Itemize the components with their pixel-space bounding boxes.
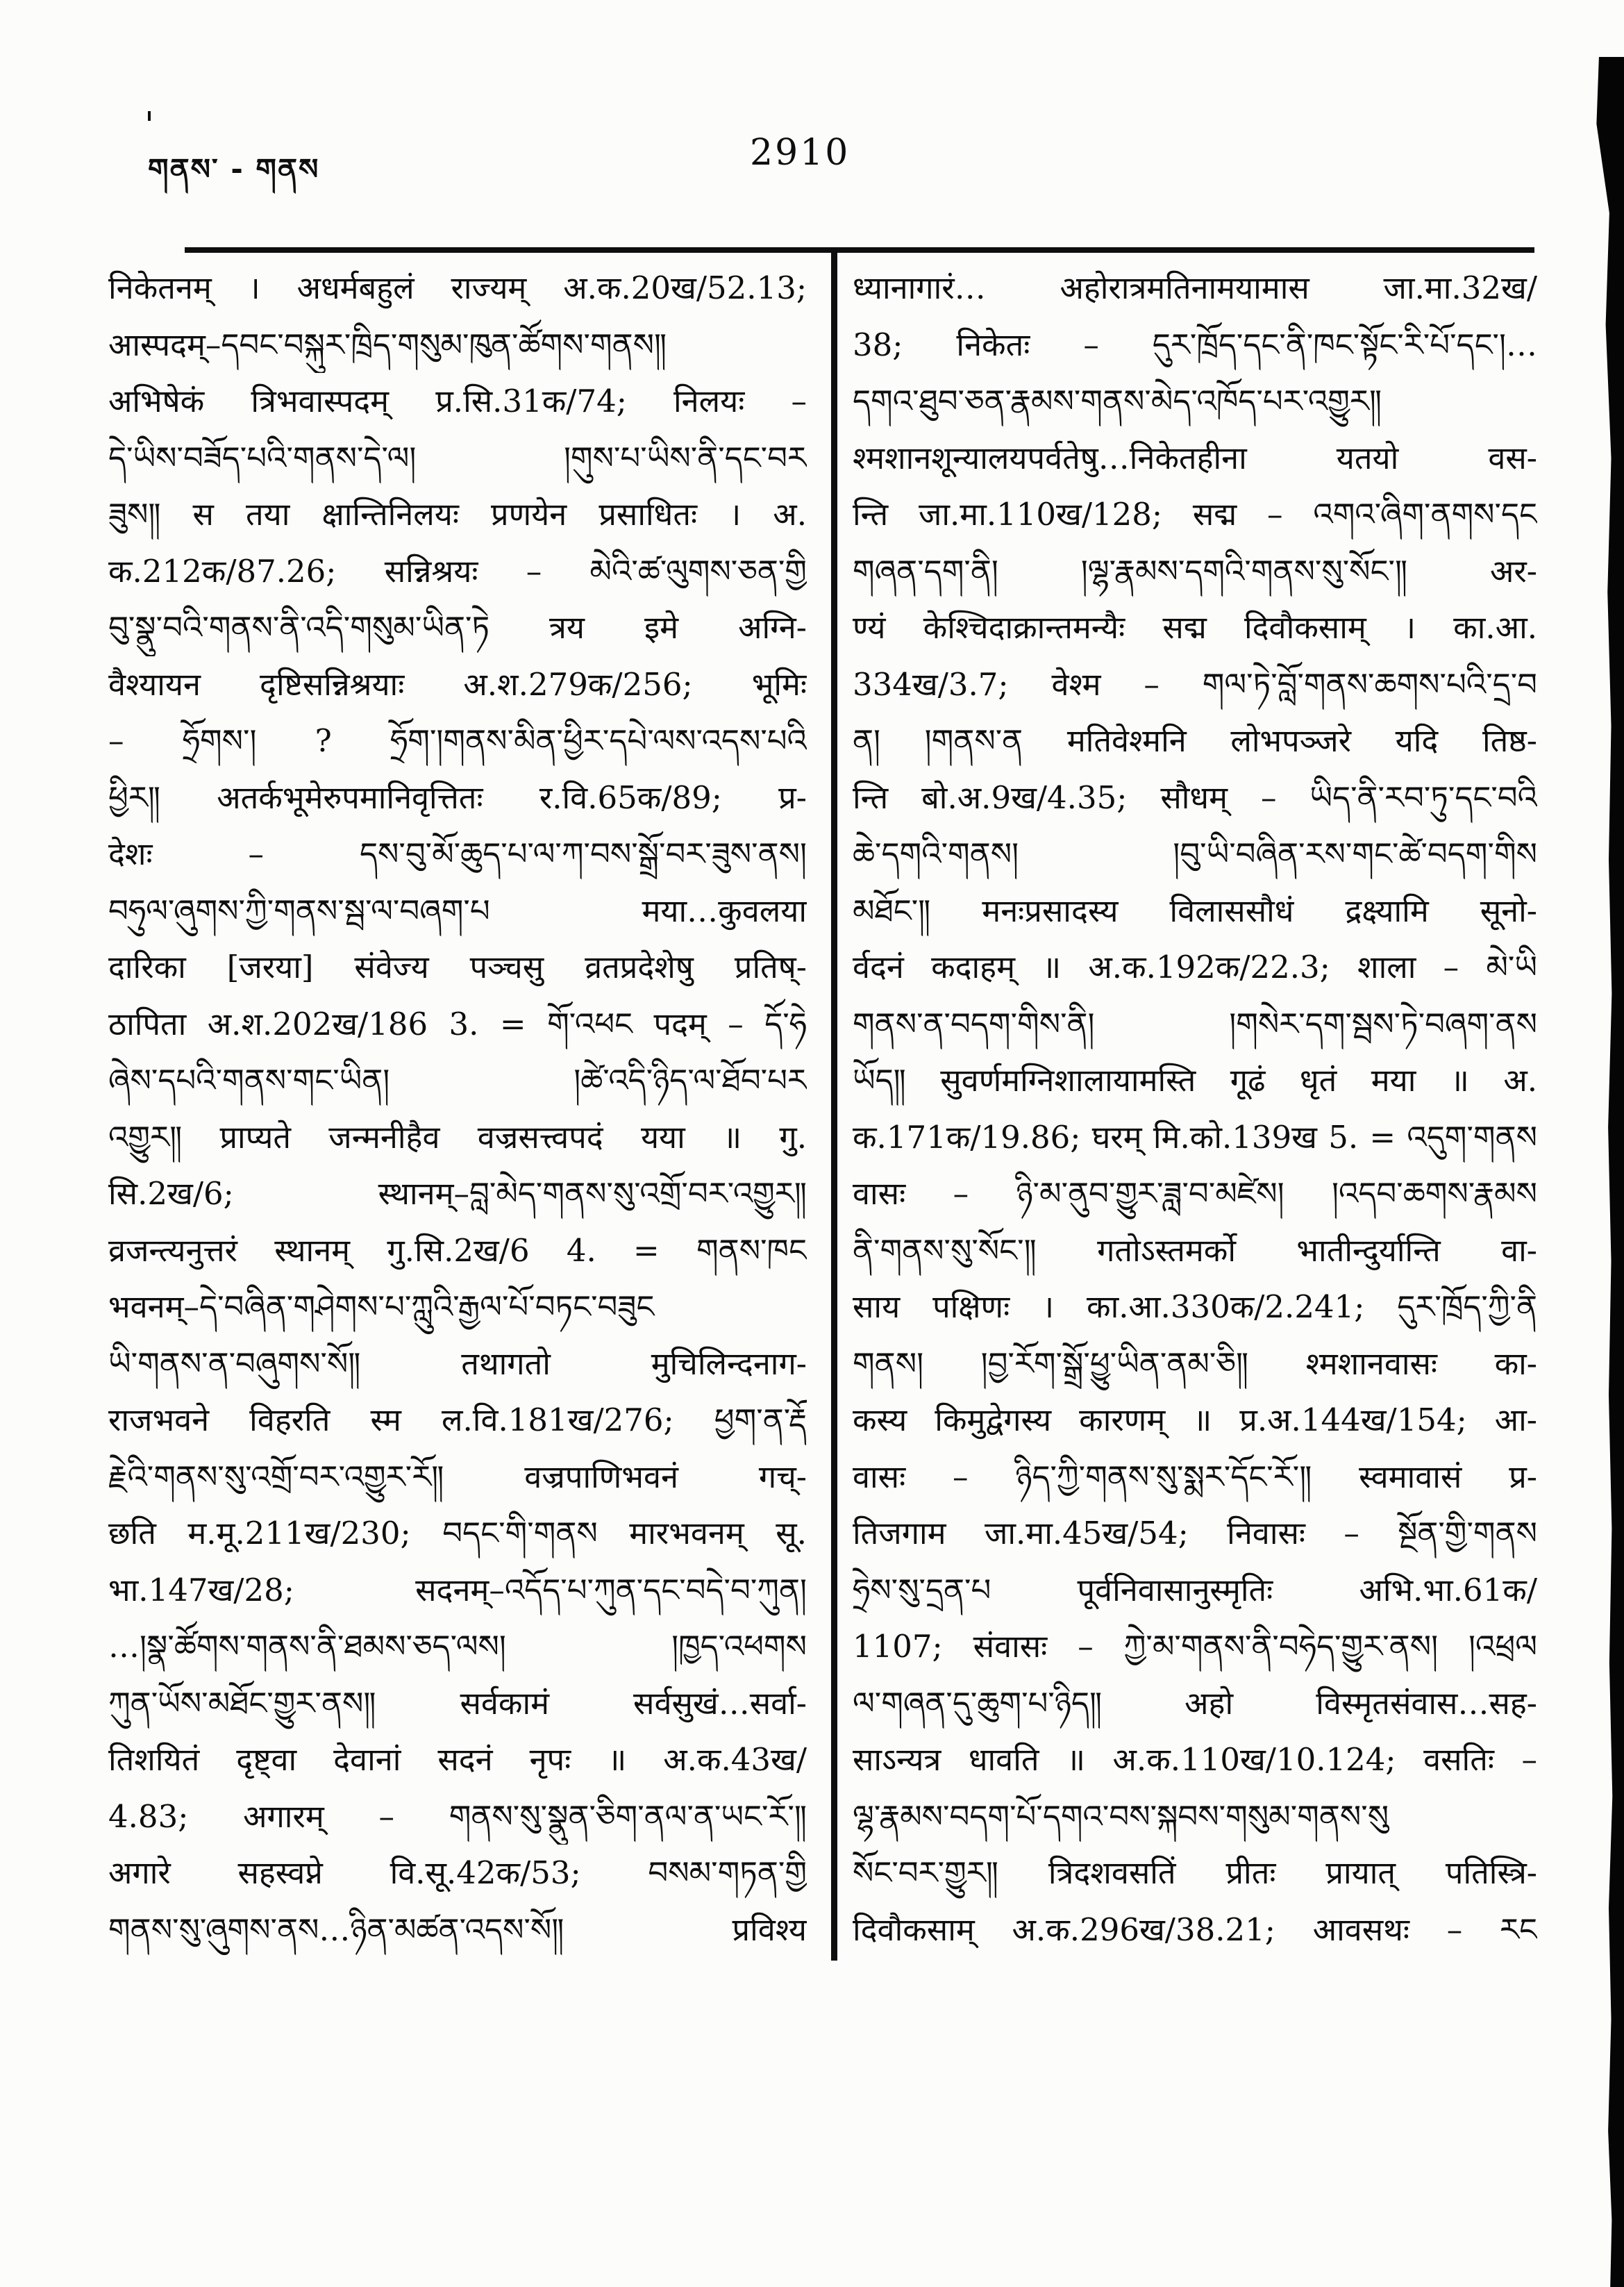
text-line: दिवौकसाम् अ.क.296ख/38.21; आवसथः – རང [853, 1911, 1537, 1948]
text-line: 1107; संवासः – ཀྱེ་མ་གནས་ནི་བཧེད་གྱུར་ནས། །འཕྲལ [853, 1628, 1537, 1665]
stray-ink-mark [148, 111, 151, 121]
text-line: ཡོད༎ सुवर्णमग्निशालायामस्ति गूढं धृतं मया ॥ अ. [853, 1062, 1537, 1099]
text-line: अगारे सहस्वप्ने वि.सू.42क/53; བསམ་གཏན་གྱི [108, 1854, 807, 1891]
text-line: निकेतनम् । अधर्मबहुलं राज्यम् अ.क.20ख/52.13; [108, 269, 807, 306]
text-line: तिशयितं दृष्ट्वा देवानां सदनं नृपः ॥ अ.क.43ख/ [108, 1741, 807, 1778]
text-line: छति म.मू.211ख/230; བདང་གི་གནས मारभवनम् सू. [108, 1515, 807, 1552]
text-line: न्ति बो.अ.9ख/4.35; सौधम् – ཡིད་ནི་རབ་ཏུ་དང་བའི [853, 779, 1537, 816]
text-line: …།སྣ་ཚོགས་གནས་ནི་ཐམས་ཅད་ལས། །ཁྱད་འཕགས [108, 1628, 807, 1665]
text-line: མཐོང་༎ मनःप्रसादस्य विलाससौधं द्रक्ष्यामि सूनो- [853, 892, 1537, 929]
text-line: आस्पदम्–དབང་བསྐུར་ཁྲིད་གསུམ་ཁུན་ཚོགས་གནས༎ [108, 326, 667, 363]
text-line: འགྱུར༎ प्राप्यते जन्मनीहैव वज्रसत्त्वपदं यया ॥ गु. [108, 1118, 807, 1156]
text-line: ण्यं केश्चिदाक्रान्तमन्यैः सद्म दिवौकसाम् । का.आ. [853, 609, 1537, 646]
text-line: གནས་སུ་ཞུགས་ནས…ཉིན་མཚན་འདས་སོ༎ प्रविश्य [108, 1911, 807, 1948]
text-line: कस्य किमुद्वेगस्य कारणम् ॥ प्र.अ.144ख/154; आ- [853, 1402, 1537, 1438]
text-line: क.171क/19.86; घरम् मि.को.139ख 5. = འདུག་གནས [853, 1118, 1537, 1156]
right-column [853, 260, 1537, 1958]
text-line: भवनम्–དེ་བཞིན་གཤེགས་པ་ཀླུའི་རྒྱལ་པོ་བཏང་བཟུང [108, 1288, 655, 1325]
text-line: ཡི་གནས་ན་བཞུགས་སོ༎ तथागतो मुचिलिन्दनाग- [108, 1345, 807, 1382]
text-line: वैश्यायन दृष्टिसन्निश्रयाः अ.श.279क/256; भूमिः [108, 665, 807, 703]
text-line: राजभवने विहरति स्म ल.वि.181ख/276; ཕྱག་ན་རྡོ [108, 1402, 807, 1438]
running-head: གནས་ - གནས [148, 152, 320, 186]
text-line: ལ་གཞན་དུ་ཆུག་པ་ཉིད༎ अहो विस्मृतसंवास…सह- [853, 1684, 1537, 1722]
text-line: དགའ་ཐུབ་ཅན་རྣམས་གནས་མེད་འཁོད་པར་འགྱུར༎ [853, 383, 1382, 419]
text-line: वासः – ཉིད་ཀྱི་གནས་སུ་སྨར་དོང་རོ་༎ स्वमावासं प्र- [853, 1458, 1537, 1495]
text-line: र्वदनं कदाहम् ॥ अ.क.192क/22.3; शाला – མེ་ཡི [853, 949, 1537, 986]
page-number: 2910 [750, 132, 851, 174]
text-line: 334ख/3.7; वेश्म – གལ་ཏེ་བློ་གནས་ཆགས་པའི་དྲ་བ [853, 665, 1537, 703]
text-line: क.212क/87.26; सन्निश्रयः – མེའི་ཚ་ལུགས་ཅན་གྱི [108, 552, 807, 590]
text-line: དེ་ཡིས་བཟོད་པའི་གནས་དེ་ལ། །གུས་པ་ཡིས་ནི་དང་བར [108, 439, 807, 476]
text-line: व्रजन्त्यनुत्तरं स्थानम् गु.सि.2ख/6 4. = གནས་ཁང [108, 1231, 807, 1269]
text-line: ཀུན་ཡོས་མཐོང་གྱུར་ནས༎ सर्वकामं सर्वसुखं…सर्वा- [108, 1684, 807, 1722]
text-line: न्ति जा.मा.110ख/128; सद्म – འགའ་ཞིག་ནགས་དང [853, 496, 1537, 533]
text-line: ལྷ་རྣམས་བདག་པོ་དགའ་བས་སྐབས་གསུམ་གནས་སུ [853, 1797, 1389, 1835]
text-line: སོང་བར་གྱུར༎ त्रिदशवसतिं प्रीतः प्रायात् पतिस्त्रि- [853, 1854, 1537, 1891]
text-line: देशः – དས་བུ་མོ་ཆུད་པ་ལ་ཀ་བས་སྒྲོ་བར་ཟུས་ནས། [108, 835, 807, 872]
text-line: ཆེ་དགའི་གནས། །བུ་ཡི་བཞིན་རས་གང་ཚེ་བདག་གིས [853, 835, 1537, 872]
text-line: ཕྱིར༎ अतर्कभूमेरुपमानिवृत्तितः र.वि.65क/89; प्र- [108, 779, 807, 816]
text-line: ཞེས་དཔའི་གནས་གང་ཡིན། །ཚེ་འདི་ཉིད་ལ་ཐོབ་པར [108, 1062, 807, 1099]
text-line: གཞན་དག་ནི། །ལྷ་རྣམས་དགའི་གནས་སུ་སོང་༎ अर- [853, 552, 1537, 590]
text-line: ན། །གནས་ན मतिवेश्मनि लोभपञ्जरे यदि तिष्ठ- [853, 722, 1537, 759]
text-line: ཟུས༎ स तया क्षान्तिनिलयः प्रणयेन प्रसाधितः । अ. [108, 496, 807, 533]
text-line: གནས་ན་བདག་གིས་ནི། །གསེར་དག་སྦས་ཏེ་བཞག་ནས [853, 1005, 1537, 1042]
text-line: भा.147ख/28; सदनम्–འདོད་པ་ཀུན་དང་བདེ་བ་ཀུན། [108, 1571, 807, 1608]
text-line: 4.83; अगारम् – གནས་སུ་སྣུན་ཅིག་ནལ་ན་ཡང་རོ་༎ [108, 1797, 807, 1835]
text-line: साऽन्यत्र धावति ॥ अ.क.110ख/10.124; वसतिः – [853, 1741, 1537, 1778]
text-line: तिजगाम जा.मा.45ख/54; निवासः – སྔོན་གྱི་གནས [853, 1515, 1537, 1552]
text-line: 38; निकेतः – དུར་ཁྲོད་དང་ནི་ཁང་སྟོང་རི་པོ་དང་།… [853, 326, 1537, 363]
text-line: བཧུལ་ཞུགས་ཀྱི་གནས་སྦ་ལ་བཞག་པ मया…कुवलया [108, 892, 807, 929]
text-line: བུ་སྣུ་བའི་གནས་ནི་འདི་གསུམ་ཡིན་ཏེ त्रय इमे अग्नि- [108, 609, 807, 646]
left-column [108, 260, 807, 1958]
text-line: རྗེའི་གནས་སུ་འགྲོ་བར་འགྱུར་རོ༎ वज्रपाणिभवनं गच्- [108, 1458, 807, 1495]
scan-edge-artifact [1593, 57, 1624, 2287]
text-line: वासः – ཉི་མ་ནུབ་གྱུར་ཟླ་བ་མཛེས། །འདབ་ཆགས་རྣམས [853, 1175, 1537, 1212]
text-line: གནས། །བྱ་རོག་སྒྲོ་ཕྱུ་ཡིན་ནམ་ཅི༎ श्मशानवासः का- [853, 1345, 1537, 1382]
text-line: ध्यानागारं… अहोरात्रमतिनामयामास जा.मा.32ख/ [853, 269, 1537, 306]
text-line: साय पक्षिणः । का.आ.330क/2.241; དུར་ཁྲོད་ཀྱི་ནི [853, 1288, 1537, 1325]
top-rule [185, 247, 1534, 253]
text-line: ནི་གནས་སུ་སོང་༎ गतोऽस्तमर्को भातीन्दुर्यान्ति वा- [853, 1231, 1537, 1269]
text-line: ཧྲེས་སུ་དྲན་པ पूर्वनिवासानुस्मृतिः अभि.भा.61क/ [853, 1571, 1537, 1608]
text-line: अभिषेकं त्रिभवास्पदम् प्र.सि.31क/74; निलयः – [108, 383, 807, 419]
text-line: ठापिता अ.श.202ख/186 3. = གོ་འཕང पदम् – དོ་ཧེ [108, 1005, 807, 1042]
text-line: श्मशानशून्यालयपर्वतेषु…निकेतहीना यतयो वस- [853, 439, 1537, 476]
text-line: – ཧྲོགས་། ? ཧྲོག་།གནས་མིན་ཕྱིར་དཔེ་ལས་འདས་པའི [108, 722, 807, 759]
column-divider [831, 249, 837, 1961]
text-line: सि.2ख/6; स्थानम्–བླ་མེད་གནས་སུ་འགྲོ་བར་འགྱུར༎ [108, 1175, 807, 1212]
text-line: दारिका [जरया] संवेज्य पञ्चसु व्रतप्रदेशेषु प्रतिष्- [108, 949, 807, 986]
